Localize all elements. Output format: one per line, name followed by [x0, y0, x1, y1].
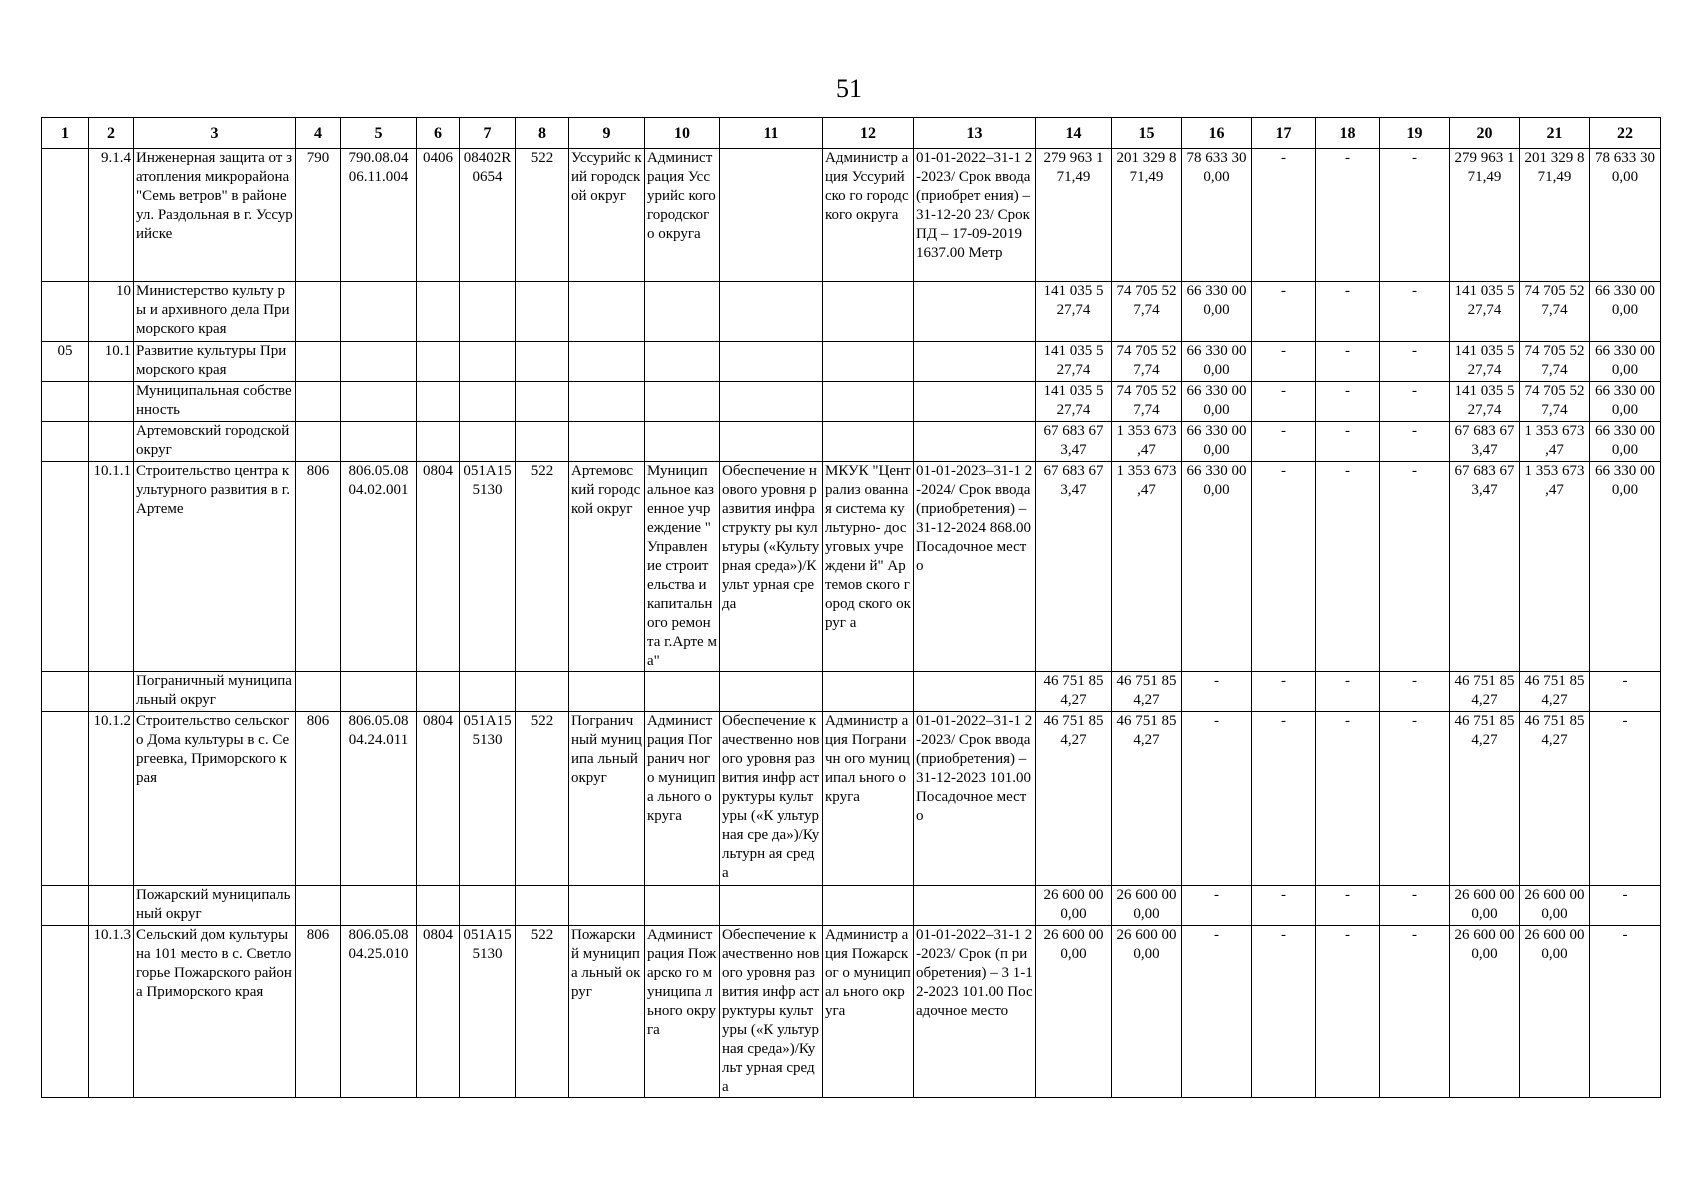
table-cell-col-18: - — [1316, 422, 1380, 462]
table-cell-col-13 — [914, 886, 1036, 926]
table-cell-col-13 — [914, 342, 1036, 382]
column-header-10: 10 — [645, 118, 720, 149]
table-cell-col-16: 66 330 00 0,00 — [1182, 342, 1252, 382]
table-cell-col-5: 806.05.08 04.24.011 — [341, 712, 417, 886]
table-cell-col-11 — [720, 149, 823, 282]
table-cell-col-21: 1 353 673 ,47 — [1520, 462, 1590, 672]
table-cell-col-7: 051A15 5130 — [460, 712, 516, 886]
table-row — [42, 886, 1661, 926]
table-cell-col-7: 051A15 5130 — [460, 926, 516, 1098]
table-cell-col-8 — [516, 342, 569, 382]
table-cell-col-5 — [341, 382, 417, 422]
table-cell-col-17: - — [1252, 149, 1316, 282]
table-cell-col-21: 26 600 00 0,00 — [1520, 926, 1590, 1098]
table-cell-col-10: Админист рация Уссурийс кого городског о округа — [645, 149, 720, 282]
table-cell-col-16: 66 330 00 0,00 — [1182, 282, 1252, 342]
table-cell-col-8 — [516, 886, 569, 926]
table-cell-col-7 — [460, 282, 516, 342]
table-cell-col-9 — [569, 886, 645, 926]
table-cell-col-2: 10.1.1 — [89, 462, 134, 672]
table-cell-col-2 — [89, 382, 134, 422]
table-cell-col-13: 01-01-2022–31-1 2-2023/ Срок ввода (приобретения) – 31-12-2023 101.00 Посадочное место — [914, 712, 1036, 886]
table-cell-col-20: 279 963 1 71,49 — [1450, 149, 1520, 282]
table-cell-col-19: - — [1380, 926, 1450, 1098]
column-header-7: 7 — [460, 118, 516, 149]
table-cell-col-17: - — [1252, 282, 1316, 342]
table-cell-col-20: 141 035 5 27,74 — [1450, 382, 1520, 422]
table-cell-col-15: 1 353 673 ,47 — [1112, 462, 1182, 672]
table-cell-col-15: 26 600 00 0,00 — [1112, 926, 1182, 1098]
table-cell-col-11: Обеспечение нового уровня развития инфраструкту ры культуры («Культурная среда»)/Культ урная среда — [720, 462, 823, 672]
table-cell-col-19: - — [1380, 422, 1450, 462]
table-cell-col-5: 806.05.08 04.02.001 — [341, 462, 417, 672]
table-cell-col-14: 67 683 67 3,47 — [1036, 422, 1112, 462]
column-header-15: 15 — [1112, 118, 1182, 149]
table-cell-col-11: Обеспечение качественно нового уровня развития инфр аструктуры культуры («К ультурная среда»)/Культ урная среда — [720, 926, 823, 1098]
table-cell-col-13 — [914, 382, 1036, 422]
table-cell-col-6: 0406 — [417, 149, 460, 282]
table-cell-col-13: 01-01-2022–31-1 2-2023/ Срок (п риобретения) – 3 1-12-2023 101.00 Посадочное место — [914, 926, 1036, 1098]
table-cell-col-22: 78 633 30 0,00 — [1590, 149, 1661, 282]
table-cell-col-14: 26 600 00 0,00 — [1036, 886, 1112, 926]
table-cell-col-17: - — [1252, 712, 1316, 886]
column-header-17: 17 — [1252, 118, 1316, 149]
table-cell-col-4: 806 — [296, 926, 341, 1098]
column-header-8: 8 — [516, 118, 569, 149]
table-cell-col-4 — [296, 282, 341, 342]
table-cell-col-14: 26 600 00 0,00 — [1036, 926, 1112, 1098]
table-cell-col-14: 141 035 5 27,74 — [1036, 382, 1112, 422]
column-header-9: 9 — [569, 118, 645, 149]
table-cell-col-10: Муницип альное каз енное учр еждение " Управлен ие строит ельства и капитальн ого ремон та г.Арте ма" — [645, 462, 720, 672]
table-cell-col-7 — [460, 672, 516, 712]
table-cell-col-9: Погранич ный муниципа льный округ — [569, 712, 645, 886]
table-row — [42, 342, 1661, 382]
table-cell-col-11 — [720, 672, 823, 712]
table-cell-col-21: 26 600 00 0,00 — [1520, 886, 1590, 926]
table-cell-col-5 — [341, 672, 417, 712]
table-cell-col-13: 01-01-2023–31-1 2-2024/ Срок ввода (приобретения) – 31-12-2024 868.00 Посадочное место — [914, 462, 1036, 672]
table-cell-col-12: Администр ация Пограничн ого муниципал ьного округа — [823, 712, 914, 886]
table-cell-col-15: 1 353 673 ,47 — [1112, 422, 1182, 462]
table-cell-col-1 — [42, 886, 89, 926]
table-cell-col-10 — [645, 382, 720, 422]
column-header-21: 21 — [1520, 118, 1590, 149]
table-cell-col-22: 66 330 00 0,00 — [1590, 342, 1661, 382]
table-cell-col-12 — [823, 282, 914, 342]
table-cell-col-3: Пожарский муниципальный округ — [134, 886, 296, 926]
table-cell-col-15: 74 705 52 7,74 — [1112, 382, 1182, 422]
table-cell-col-11 — [720, 342, 823, 382]
table-cell-col-18: - — [1316, 926, 1380, 1098]
table-cell-col-12: Администр ация Пожарског о муниципал ьного округа — [823, 926, 914, 1098]
table-cell-col-11: Обеспечение качественно нового уровня развития инфр аструктуры культуры («К ультурная сре да»)/Культурн ая среда — [720, 712, 823, 886]
table-cell-col-18: - — [1316, 382, 1380, 422]
table-cell-col-13 — [914, 422, 1036, 462]
table-cell-col-6 — [417, 282, 460, 342]
table-cell-col-20: 46 751 85 4,27 — [1450, 672, 1520, 712]
table-cell-col-5: 790.08.04 06.11.004 — [341, 149, 417, 282]
table-cell-col-22: - — [1590, 672, 1661, 712]
table-cell-col-14: 67 683 67 3,47 — [1036, 462, 1112, 672]
header-row — [42, 118, 1661, 149]
table-cell-col-17: - — [1252, 382, 1316, 422]
table-cell-col-21: 74 705 52 7,74 — [1520, 282, 1590, 342]
table-cell-col-4 — [296, 672, 341, 712]
table-cell-col-18: - — [1316, 886, 1380, 926]
table-cell-col-3: Инженерная защита от затопления микрорайона "Семь ветров" в районе ул. Раздольная в г. Уссурийске — [134, 149, 296, 282]
table-cell-col-13 — [914, 672, 1036, 712]
table-cell-col-14: 141 035 5 27,74 — [1036, 342, 1112, 382]
table-cell-col-15: 74 705 52 7,74 — [1112, 282, 1182, 342]
table-cell-col-9 — [569, 382, 645, 422]
table-cell-col-18: - — [1316, 462, 1380, 672]
table-cell-col-4: 806 — [296, 462, 341, 672]
table-cell-col-19: - — [1380, 462, 1450, 672]
column-header-16: 16 — [1182, 118, 1252, 149]
table-cell-col-7 — [460, 422, 516, 462]
column-header-20: 20 — [1450, 118, 1520, 149]
table-cell-col-7: 08402R 0654 — [460, 149, 516, 282]
table-cell-col-22: 66 330 00 0,00 — [1590, 422, 1661, 462]
table-cell-col-10: Админист рация Пожарско го муниципа льного округа — [645, 926, 720, 1098]
column-header-14: 14 — [1036, 118, 1112, 149]
table-row — [42, 462, 1661, 672]
table-cell-col-8 — [516, 422, 569, 462]
column-header-19: 19 — [1380, 118, 1450, 149]
table-cell-col-22: - — [1590, 886, 1661, 926]
table-cell-col-16: 78 633 30 0,00 — [1182, 149, 1252, 282]
table-cell-col-6 — [417, 886, 460, 926]
table-cell-col-22: - — [1590, 926, 1661, 1098]
table-cell-col-16: 66 330 00 0,00 — [1182, 382, 1252, 422]
table-cell-col-21: 74 705 52 7,74 — [1520, 382, 1590, 422]
table-cell-col-10: Админист рация Погранич ного муниципа льного округа — [645, 712, 720, 886]
table-cell-col-11 — [720, 886, 823, 926]
table-row — [42, 149, 1661, 282]
table-cell-col-21: 46 751 85 4,27 — [1520, 712, 1590, 886]
table-row — [42, 382, 1661, 422]
table-cell-col-17: - — [1252, 422, 1316, 462]
table-cell-col-21: 46 751 85 4,27 — [1520, 672, 1590, 712]
table-cell-col-20: 141 035 5 27,74 — [1450, 342, 1520, 382]
column-header-13: 13 — [914, 118, 1036, 149]
column-header-4: 4 — [296, 118, 341, 149]
table-cell-col-10 — [645, 282, 720, 342]
table-cell-col-1 — [42, 282, 89, 342]
table-cell-col-9 — [569, 422, 645, 462]
table-cell-col-1 — [42, 462, 89, 672]
table-cell-col-1 — [42, 149, 89, 282]
table-cell-col-17: - — [1252, 462, 1316, 672]
table-body — [42, 149, 1661, 1098]
table-cell-col-19: - — [1380, 712, 1450, 886]
table-cell-col-19: - — [1380, 382, 1450, 422]
table-cell-col-5 — [341, 886, 417, 926]
table-cell-col-5: 806.05.08 04.25.010 — [341, 926, 417, 1098]
table-cell-col-4: 806 — [296, 712, 341, 886]
table-cell-col-6 — [417, 382, 460, 422]
table-cell-col-3: Сельский дом культуры на 101 место в с. Светлогорье Пожарского района Приморского края — [134, 926, 296, 1098]
column-header-5: 5 — [341, 118, 417, 149]
table-cell-col-12 — [823, 382, 914, 422]
table-cell-col-2: 10 — [89, 282, 134, 342]
table-cell-col-6: 0804 — [417, 462, 460, 672]
table-cell-col-20: 26 600 00 0,00 — [1450, 886, 1520, 926]
table-cell-col-15: 201 329 8 71,49 — [1112, 149, 1182, 282]
table-cell-col-1 — [42, 926, 89, 1098]
table-cell-col-2 — [89, 672, 134, 712]
table-cell-col-2: 9.1.4 — [89, 149, 134, 282]
table-cell-col-4 — [296, 382, 341, 422]
table-cell-col-8: 522 — [516, 462, 569, 672]
table-cell-col-15: 46 751 85 4,27 — [1112, 672, 1182, 712]
table-cell-col-17: - — [1252, 342, 1316, 382]
investment-table — [41, 117, 1661, 1098]
column-header-22: 22 — [1590, 118, 1661, 149]
table-cell-col-5 — [341, 422, 417, 462]
table-cell-col-15: 74 705 52 7,74 — [1112, 342, 1182, 382]
table-row — [42, 282, 1661, 342]
table-cell-col-15: 46 751 85 4,27 — [1112, 712, 1182, 886]
table-cell-col-6: 0804 — [417, 926, 460, 1098]
table-cell-col-5 — [341, 282, 417, 342]
table-cell-col-1: 05 — [42, 342, 89, 382]
table-cell-col-9 — [569, 342, 645, 382]
table-cell-col-4: 790 — [296, 149, 341, 282]
table-cell-col-9 — [569, 672, 645, 712]
table-cell-col-19: - — [1380, 672, 1450, 712]
table-cell-col-16: 66 330 00 0,00 — [1182, 462, 1252, 672]
table-row — [42, 672, 1661, 712]
table-cell-col-19: - — [1380, 282, 1450, 342]
table-cell-col-2 — [89, 422, 134, 462]
column-header-11: 11 — [720, 118, 823, 149]
table-cell-col-18: - — [1316, 282, 1380, 342]
table-cell-col-18: - — [1316, 149, 1380, 282]
table-cell-col-16: - — [1182, 672, 1252, 712]
table-cell-col-7 — [460, 886, 516, 926]
table-cell-col-3: Развитие культуры Приморского края — [134, 342, 296, 382]
table-cell-col-14: 279 963 1 71,49 — [1036, 149, 1112, 282]
table-cell-col-6 — [417, 342, 460, 382]
table-cell-col-4 — [296, 342, 341, 382]
table-cell-col-5 — [341, 342, 417, 382]
table-cell-col-19: - — [1380, 342, 1450, 382]
table-cell-col-11 — [720, 282, 823, 342]
table-cell-col-4 — [296, 886, 341, 926]
table-cell-col-16: - — [1182, 886, 1252, 926]
table-cell-col-19: - — [1380, 886, 1450, 926]
table-cell-col-22: - — [1590, 712, 1661, 886]
table-cell-col-11 — [720, 422, 823, 462]
table-cell-col-20: 46 751 85 4,27 — [1450, 712, 1520, 886]
table-cell-col-8: 522 — [516, 926, 569, 1098]
table-cell-col-16: 66 330 00 0,00 — [1182, 422, 1252, 462]
table-cell-col-8 — [516, 672, 569, 712]
table-cell-col-1 — [42, 672, 89, 712]
table-cell-col-21: 1 353 673 ,47 — [1520, 422, 1590, 462]
table-cell-col-10 — [645, 672, 720, 712]
table-cell-col-18: - — [1316, 342, 1380, 382]
table-cell-col-8: 522 — [516, 712, 569, 886]
table-cell-col-16: - — [1182, 712, 1252, 886]
table-cell-col-8: 522 — [516, 149, 569, 282]
table-cell-col-7: 051A15 5130 — [460, 462, 516, 672]
table-cell-col-6: 0804 — [417, 712, 460, 886]
page-number: 51 — [836, 74, 862, 103]
table-cell-col-11 — [720, 382, 823, 422]
table-cell-col-22: 66 330 00 0,00 — [1590, 462, 1661, 672]
table-cell-col-10 — [645, 422, 720, 462]
table-cell-col-10 — [645, 886, 720, 926]
table-cell-col-17: - — [1252, 672, 1316, 712]
table-cell-col-6 — [417, 672, 460, 712]
table-cell-col-8 — [516, 382, 569, 422]
table-cell-col-3: Строительство центра культурного развития в г. Артеме — [134, 462, 296, 672]
table-cell-col-1 — [42, 422, 89, 462]
column-header-3: 3 — [134, 118, 296, 149]
table-cell-col-20: 67 683 67 3,47 — [1450, 462, 1520, 672]
table-cell-col-2: 10.1 — [89, 342, 134, 382]
table-cell-col-9: Пожарски й муниципа льный округ — [569, 926, 645, 1098]
table-cell-col-10 — [645, 342, 720, 382]
table-cell-col-12 — [823, 342, 914, 382]
table-cell-col-12 — [823, 886, 914, 926]
table-cell-col-20: 26 600 00 0,00 — [1450, 926, 1520, 1098]
table-cell-col-12: МКУК "Централиз ованная система культурно- досуговых учреждени й" Артемов ского город ского округ а — [823, 462, 914, 672]
table-cell-col-7 — [460, 382, 516, 422]
table-cell-col-12 — [823, 672, 914, 712]
table-cell-col-13: 01-01-2022–31-1 2-2023/ Срок ввода (приобрет ения) – 31-12-20 23/ Срок ПД – 17-09-2019 1637.00 Метр — [914, 149, 1036, 282]
table-cell-col-20: 141 035 5 27,74 — [1450, 282, 1520, 342]
column-header-1: 1 — [42, 118, 89, 149]
table-cell-col-12: Администр ация Уссурийско го городского округа — [823, 149, 914, 282]
table-cell-col-2: 10.1.2 — [89, 712, 134, 886]
table-cell-col-2 — [89, 886, 134, 926]
table-cell-col-6 — [417, 422, 460, 462]
table-cell-col-1 — [42, 382, 89, 422]
table-cell-col-13 — [914, 282, 1036, 342]
table-cell-col-22: 66 330 00 0,00 — [1590, 382, 1661, 422]
table-cell-col-8 — [516, 282, 569, 342]
table-cell-col-19: - — [1380, 149, 1450, 282]
table-row — [42, 712, 1661, 886]
table-row — [42, 926, 1661, 1098]
table-cell-col-18: - — [1316, 672, 1380, 712]
table-cell-col-21: 201 329 8 71,49 — [1520, 149, 1590, 282]
column-header-18: 18 — [1316, 118, 1380, 149]
table-cell-col-21: 74 705 52 7,74 — [1520, 342, 1590, 382]
table-cell-col-9: Артемовс кий городской округ — [569, 462, 645, 672]
table-cell-col-14: 46 751 85 4,27 — [1036, 712, 1112, 886]
table-cell-col-15: 26 600 00 0,00 — [1112, 886, 1182, 926]
table-cell-col-18: - — [1316, 712, 1380, 886]
column-header-6: 6 — [417, 118, 460, 149]
table-cell-col-3: Артемовский городской округ — [134, 422, 296, 462]
table-cell-col-2: 10.1.3 — [89, 926, 134, 1098]
table-cell-col-12 — [823, 422, 914, 462]
table-cell-col-3: Пограничный муниципальный округ — [134, 672, 296, 712]
table-cell-col-3: Муниципальная собственность — [134, 382, 296, 422]
table-cell-col-3: Министерство культу ры и архивного дела Приморского края — [134, 282, 296, 342]
table-cell-col-17: - — [1252, 926, 1316, 1098]
table-cell-col-20: 67 683 67 3,47 — [1450, 422, 1520, 462]
table-cell-col-22: 66 330 00 0,00 — [1590, 282, 1661, 342]
table-cell-col-14: 46 751 85 4,27 — [1036, 672, 1112, 712]
table-cell-col-17: - — [1252, 886, 1316, 926]
table-cell-col-16: - — [1182, 926, 1252, 1098]
table-cell-col-9 — [569, 282, 645, 342]
table-cell-col-14: 141 035 5 27,74 — [1036, 282, 1112, 342]
column-header-12: 12 — [823, 118, 914, 149]
column-header-2: 2 — [89, 118, 134, 149]
table-cell-col-1 — [42, 712, 89, 886]
table-cell-col-4 — [296, 422, 341, 462]
table-cell-col-3: Строительство сельского Дома культуры в с. Сергеевка, Приморского края — [134, 712, 296, 886]
table-cell-col-9: Уссурийс кий городской округ — [569, 149, 645, 282]
table-row — [42, 422, 1661, 462]
table-cell-col-7 — [460, 342, 516, 382]
